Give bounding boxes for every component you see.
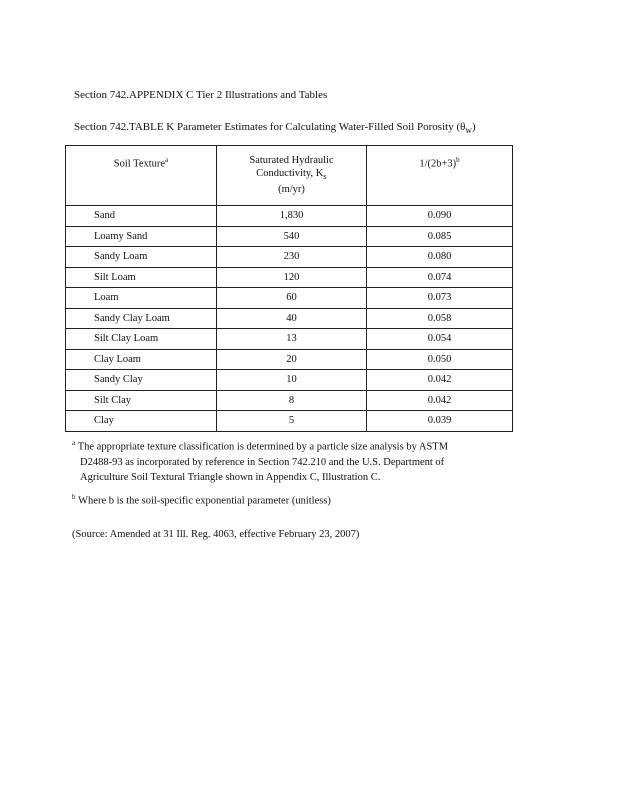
source-note: (Source: Amended at 31 Ill. Reg. 4063, effective February 23, 2007) <box>72 529 360 540</box>
parameter-cell: 0.042 <box>367 390 513 411</box>
footnote-b <box>72 490 331 509</box>
conductivity-cell: 5 <box>217 411 367 432</box>
footnote-a <box>72 436 448 485</box>
table-title-subscript: w <box>465 125 472 136</box>
table-row <box>66 411 513 432</box>
table-row <box>66 370 513 391</box>
header-soil-texture: Soil Texture$^a$ <box>66 146 217 206</box>
soil-texture-cell: Silt Clay Loam <box>66 329 217 350</box>
parameter-cell: 0.080 <box>367 247 513 268</box>
parameter-cell: 0.090 <box>367 206 513 227</box>
footnote-a-line: The appropriate texture classification is determined by a particle size analysis by ASTM <box>77 441 449 453</box>
parameter-cell: 0.073 <box>367 288 513 309</box>
parameter-cell: 0.058 <box>367 308 513 329</box>
header-parameter: $1/(2b+3)^b$ <box>367 146 513 206</box>
table-title <box>74 121 476 135</box>
soil-texture-cell: Silt Loam <box>66 267 217 288</box>
conductivity-cell: 20 <box>217 349 367 370</box>
soil-texture-cell: Clay Loam <box>66 349 217 370</box>
table-title-end: ) <box>472 121 476 133</box>
header-conductivity: Saturated Hydraulic Conductivity, $K_s$ (m/yr) <box>217 146 367 206</box>
conductivity-cell: 1,830 <box>217 206 367 227</box>
soil-texture-cell: Sandy Clay <box>66 370 217 391</box>
parameter-cell: 0.085 <box>367 226 513 247</box>
soil-texture-cell: Loamy Sand <box>66 226 217 247</box>
table-row <box>66 308 513 329</box>
footnote-a-line: D2488-93 as incorporated by reference in Section 742.210 and the U.S. Department of <box>80 456 445 468</box>
table-row <box>66 329 513 350</box>
table-row <box>66 267 513 288</box>
parameter-cell: 0.050 <box>367 349 513 370</box>
soil-texture-cell: Silt Clay <box>66 390 217 411</box>
table-title-text: Section 742.TABLE K Parameter Estimates for Calculating Water-Filled Soil Porosity (θ <box>74 121 466 133</box>
footnote-b-text: Where b is the soil-specific exponential parameter (unitless) <box>78 495 331 507</box>
conductivity-cell: 230 <box>217 247 367 268</box>
parameter-cell: 0.039 <box>367 411 513 432</box>
footnote-a-mark: a <box>72 439 76 447</box>
conductivity-cell: 60 <box>217 288 367 309</box>
conductivity-cell: 10 <box>217 370 367 391</box>
conductivity-cell: 13 <box>217 329 367 350</box>
soil-texture-cell: Clay <box>66 411 217 432</box>
table-row <box>66 288 513 309</box>
soil-texture-cell: Sandy Clay Loam <box>66 308 217 329</box>
soil-texture-cell: Loam <box>66 288 217 309</box>
table-row <box>66 349 513 370</box>
section-heading: Section 742.APPENDIX C Tier 2 Illustrations and Tables <box>74 89 328 101</box>
parameter-cell: 0.054 <box>367 329 513 350</box>
parameter-cell: 0.074 <box>367 267 513 288</box>
parameter-cell: 0.042 <box>367 370 513 391</box>
conductivity-cell: 8 <box>217 390 367 411</box>
footnote-a-line: Agriculture Soil Textural Triangle shown in Appendix C, Illustration C. <box>80 471 381 483</box>
soil-texture-cell: Sandy Loam <box>66 247 217 268</box>
conductivity-cell: 120 <box>217 267 367 288</box>
table-header-row <box>66 146 513 206</box>
parameter-table <box>65 145 513 432</box>
soil-texture-cell: Sand <box>66 206 217 227</box>
table-row <box>66 206 513 227</box>
table-row <box>66 390 513 411</box>
conductivity-cell: 40 <box>217 308 367 329</box>
footnote-b-mark: b <box>72 493 76 501</box>
table-row <box>66 247 513 268</box>
table-row <box>66 226 513 247</box>
conductivity-cell: 540 <box>217 226 367 247</box>
